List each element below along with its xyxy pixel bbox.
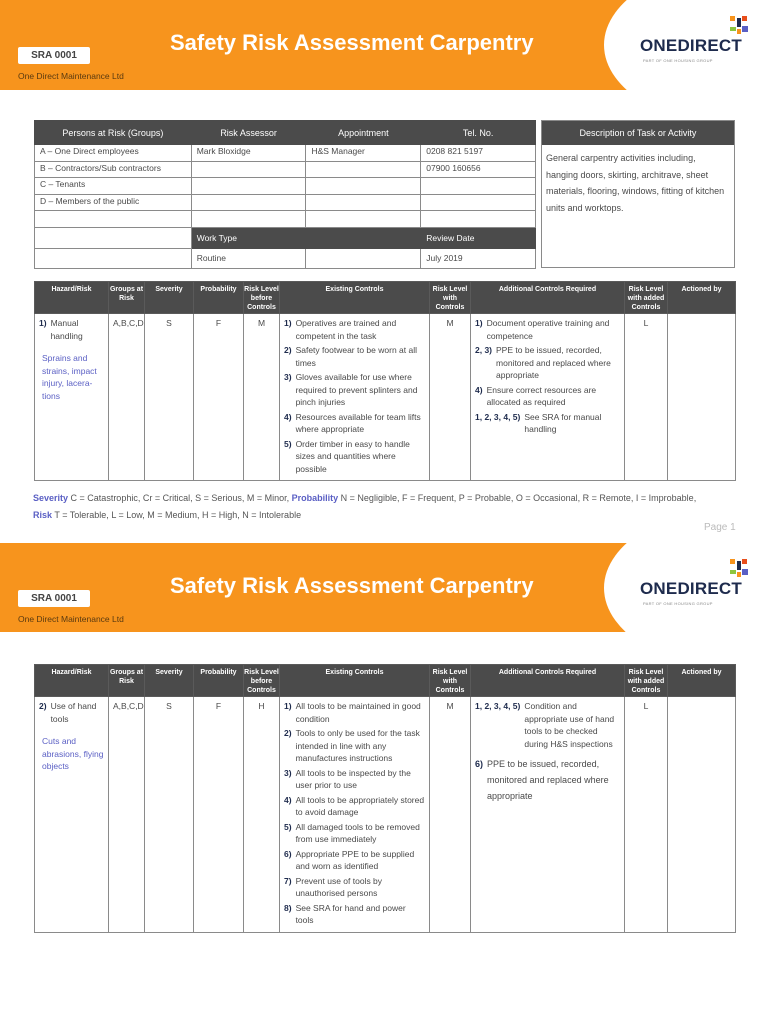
assessor-header: Risk Assessor <box>191 121 306 145</box>
risk-added-value: L <box>625 314 668 481</box>
task-description-text: General carpentry activities including, hanging doors, skirting, architrave, sheet materials, flooring, windows, fitting of kitchen units and worktops. <box>546 153 725 213</box>
page-title: Safety Risk Assessment Carpentry <box>170 30 534 55</box>
tel-header: Tel. No. <box>421 121 536 145</box>
actioned-by-value <box>668 697 736 933</box>
sra-code-badge: SRA 0001 <box>18 47 90 64</box>
risk-with-value: M <box>430 697 471 933</box>
groups-header: Groups at Risk <box>109 282 145 314</box>
existing-controls-cell: 1) Operatives are trained and competent in the task 2) Safety footwear to be worn at all times 3) Gloves available for use where required to prevent splinters and pinch injuries 4) Resources available for team lifts where appropriate 5) Order timber in easy to handle sizes and quantities where possible <box>280 314 430 481</box>
existing-control: Gloves available for use where required to prevent splinters and pinch injuries <box>295 372 418 407</box>
group-a: A – One Direct employees <box>35 145 192 162</box>
existing-control: Operatives are trained and competent in the task <box>295 318 397 341</box>
group-d: D – Members of the public <box>35 194 192 211</box>
persons-header: Persons at Risk (Groups) <box>35 121 192 145</box>
existing-control: Order timber in easy to handle sizes and quantities where possible <box>295 438 410 474</box>
probability-header: Probability <box>194 282 244 314</box>
additional-controls-cell: 1) Document operative training and competence 2, 3) PPE to be issued, recorded, monitored and replaced where appropriate 4) Ensure correct resources are allocated as required 1, 2, 3, 4, 5) See SRA for manual handling <box>471 314 625 481</box>
actioned-by-header: Actioned by <box>668 665 736 697</box>
probability-header: Probability <box>194 665 244 697</box>
existing-control: All tools to be maintained in good condition <box>295 701 421 724</box>
risk-before-header: Risk Level before Controls <box>244 665 280 697</box>
groups-header: Groups at Risk <box>109 665 145 697</box>
risk-legend: Severity C = Catastrophic, Cr = Critical, S = Serious, M = Minor, Probability N = Negligible, F = Frequent, P = Probable, O = Occasional, R = Remote, I = Improbable, Risk T = Tolerable, L = Low, M = Medium, H = High, N = Intolerable <box>33 493 697 520</box>
existing-controls-header: Existing Controls <box>280 665 430 697</box>
groups-value: A,B,C,D <box>109 697 145 933</box>
hazard-risk: Cuts and abrasions, flying objects <box>42 736 104 771</box>
existing-control: Safety footwear to be worn at all times <box>295 345 417 368</box>
existing-control: All tools to be appropriately stored to avoid damage <box>295 794 425 817</box>
review-date-label: Review Date <box>421 227 536 248</box>
hazard-header: Hazard/Risk <box>35 282 109 314</box>
hazard-risk: Sprains and strains, impact injury, lacera-tions <box>42 353 97 401</box>
sra-code-badge: SRA 0001 <box>18 590 90 607</box>
existing-control: Tools to only be used for the task intended in line with any manufactures instructions <box>295 728 420 763</box>
hazard-header: Hazard/Risk <box>35 665 109 697</box>
hazard-table-2 <box>34 664 736 933</box>
existing-control: Prevent use of tools by unauthorised persons <box>295 875 383 898</box>
additional-controls-header: Additional Controls Required <box>471 282 625 314</box>
risk-before-value: H <box>244 697 280 933</box>
existing-control: Resources available for team lifts where appropriate <box>295 411 421 434</box>
group-c: C – Tenants <box>35 178 192 195</box>
onedirect-logo-icon <box>728 14 750 36</box>
header-banner <box>0 543 768 632</box>
additional-control: See SRA for manual handling <box>524 411 602 434</box>
actioned-by-header: Actioned by <box>668 282 736 314</box>
group-b: B – Contractors/Sub contractors <box>35 161 192 178</box>
severity-value: S <box>145 314 194 481</box>
page-number: Page 1 <box>704 522 736 533</box>
onedirect-logo-icon <box>728 557 750 579</box>
onedirect-logo <box>640 36 750 76</box>
header-banner <box>0 0 768 90</box>
risk-with-header: Risk Level with Controls <box>430 665 471 697</box>
task-description-box <box>541 120 735 268</box>
hazard-cell: 2) Use of hand tools Cuts and abrasions, flying objects <box>35 697 109 933</box>
hazard-cell: 1) Manual handling Sprains and strains, impact injury, lacera-tions <box>35 314 109 481</box>
company-name: One Direct Maintenance Ltd <box>18 614 124 624</box>
existing-control: Appropriate PPE to be supplied and worn as identified <box>295 848 415 871</box>
logo-text: ONEDIRECT <box>640 36 742 55</box>
severity-header: Severity <box>145 282 194 314</box>
additional-controls-header: Additional Controls Required <box>471 665 625 697</box>
risk-with-value: M <box>430 314 471 481</box>
severity-header: Severity <box>145 665 194 697</box>
risk-before-header: Risk Level before Controls <box>244 282 280 314</box>
appointment-header: Appointment <box>306 121 421 145</box>
work-type-label: Work Type <box>191 227 306 248</box>
page-title: Safety Risk Assessment Carpentry <box>170 573 534 598</box>
review-date-value: July 2019 <box>421 248 536 268</box>
additional-control: Ensure correct resources are allocated as required <box>486 384 597 407</box>
persons-at-risk-table <box>34 120 536 269</box>
task-description-header: Description of Task or Activity <box>542 121 734 145</box>
existing-control: All damaged tools to be removed from use immediately <box>295 821 420 844</box>
risk-added-value: L <box>625 697 668 933</box>
logo-subtext: PART OF ONE HOUSING GROUP <box>643 601 713 606</box>
assessor-name: Mark Bloxidge <box>191 145 306 162</box>
groups-value: A,B,C,D <box>109 314 145 481</box>
severity-value: S <box>145 697 194 933</box>
onedirect-logo <box>640 579 750 619</box>
risk-added-header: Risk Level with added Controls <box>625 282 668 314</box>
logo-text: ONEDIRECT <box>640 579 742 598</box>
risk-before-value: M <box>244 314 280 481</box>
tel-2: 07900 160656 <box>421 161 536 178</box>
additional-controls-cell: 1, 2, 3, 4, 5) Condition and appropriate use of hand tools to be checked during H&S inspections 6) PPE to be issued, recorded, monitored and replaced where appropriate <box>471 697 625 933</box>
additional-control: PPE to be issued, recorded, monitored and replaced where appropriate <box>496 345 611 380</box>
existing-control: See SRA for hand and power tools <box>295 902 406 925</box>
existing-controls-header: Existing Controls <box>280 282 430 314</box>
hazard-name: Use of hand tools <box>50 701 97 724</box>
additional-control: Document operative training and competence <box>486 318 610 341</box>
work-type-value: Routine <box>191 248 306 268</box>
additional-control: PPE to be issued, recorded, monitored and replaced where appropriate <box>487 759 609 801</box>
actioned-by-value <box>668 314 736 481</box>
company-name: One Direct Maintenance Ltd <box>18 71 124 81</box>
probability-value: F <box>194 697 244 933</box>
hazard-table-1 <box>34 281 736 481</box>
hazard-name: Manual handling <box>50 318 83 341</box>
logo-subtext: PART OF ONE HOUSING GROUP <box>643 58 713 63</box>
appointment-value: H&S Manager <box>306 145 421 162</box>
risk-with-header: Risk Level with Controls <box>430 282 471 314</box>
existing-control: All tools to be inspected by the user prior to use <box>295 767 411 790</box>
tel-1: 0208 821 5197 <box>421 145 536 162</box>
page-2 <box>0 543 768 1024</box>
probability-value: F <box>194 314 244 481</box>
risk-added-header: Risk Level with added Controls <box>625 665 668 697</box>
additional-control: Condition and appropriate use of hand tools to be checked during H&S inspections <box>524 701 615 749</box>
existing-controls-cell: 1) All tools to be maintained in good condition 2) Tools to only be used for the task intended in line with any manufactures instructions 3) All tools to be inspected by the user prior to use 4) All tools to be appropriately stored to avoid damage 5) All damaged tools to be removed from use immediately 6) Appropriate PPE to be supplied and worn as identified 7) Prevent use of tools by unauthorised persons 8) See SRA for hand and power tools <box>280 697 430 933</box>
